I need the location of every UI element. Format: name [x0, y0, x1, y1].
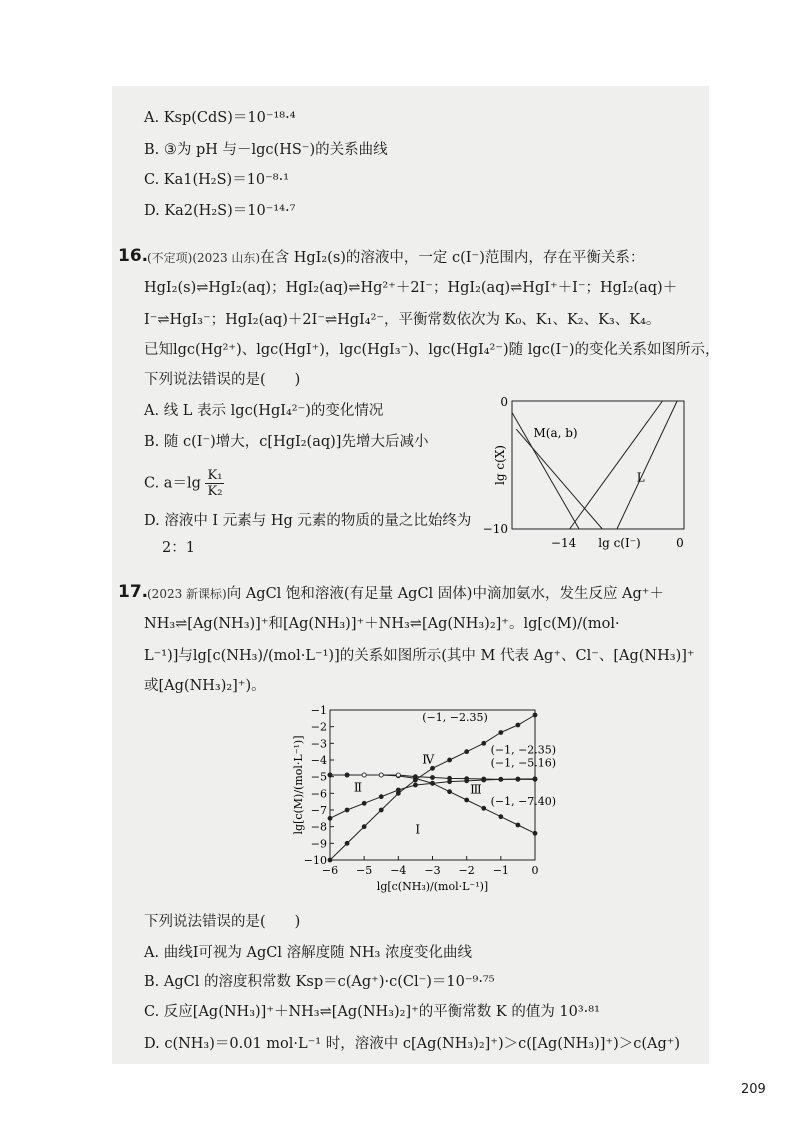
q17-curve-label-4: Ⅳ — [422, 752, 435, 767]
q17-x-tick-label: 0 — [531, 864, 539, 877]
q17-data-point — [362, 801, 366, 805]
q17-y-tick-label: −1 — [310, 704, 327, 717]
q17-data-point — [482, 777, 486, 781]
q17-data-point — [328, 773, 332, 777]
q17-data-point — [431, 781, 435, 785]
q17-data-point — [499, 815, 503, 819]
q17-option-b: B. AgCl 的溶度积常数 Ksp＝c(Ag⁺)·c(Cl⁻)＝10⁻⁹·⁷⁵ — [144, 974, 495, 990]
q15-option-a: A. Ksp(CdS)＝10⁻¹⁸·⁴ — [144, 110, 296, 126]
q16-option-a: A. 线 L 表示 lgc(HgI₄²⁻)的变化情况 — [144, 403, 384, 419]
q17-y-tick-label: −10 — [303, 854, 327, 867]
q17-y-tick-label: −8 — [310, 820, 327, 834]
q17-option-d: D. c(NH₃)＝0.01 mol·L⁻¹ 时，溶液中 c[Ag(NH₃)₂]⁺)＞c([Ag(NH₃)]⁺)＞c(Ag⁺) — [144, 1036, 681, 1052]
q17-data-point — [431, 776, 435, 780]
q17-tag: (2023 新课标) — [147, 587, 227, 601]
q16-option-c-prefix: C. a＝lg — [144, 475, 201, 492]
q17-data-point — [396, 788, 400, 792]
q17-data-point — [379, 795, 383, 799]
q17-annotation-1: (−1, −2.35) — [422, 710, 488, 724]
q16-option-c — [144, 468, 224, 499]
q17-data-point — [362, 825, 366, 829]
q17-y-tick-label: −5 — [310, 770, 327, 784]
q16-x-axis-label: lg c(I⁻) — [598, 536, 641, 550]
q17-data-point — [362, 773, 366, 777]
q16-stem-3: I⁻⇌HgI₃⁻；HgI₂(aq)＋2I⁻⇌HgI₄²⁻，平衡常数依次为 K₀、K₁、K₂、K₃、K₄。 — [144, 312, 661, 328]
q17-data-point — [516, 777, 520, 781]
q17-data-point — [482, 806, 486, 810]
q17-data-point — [345, 808, 349, 812]
q17-data-point — [379, 808, 383, 812]
q17-data-point — [328, 858, 332, 862]
q17-option-c: C. 反应[Ag(NH₃)]⁺＋NH₃⇌[Ag(NH₃)₂]⁺的平衡常数 K 的值为 10³·⁸¹ — [144, 1004, 600, 1020]
q17-x-tick-label: −6 — [321, 864, 339, 877]
q16-y-tick-top: 0 — [500, 395, 508, 409]
q16-option-d-ratio: 2：1 — [162, 540, 195, 556]
q17-stem-2: NH₃⇌[Ag(NH₃)]⁺和[Ag(NH₃)]⁺＋NH₃⇌[Ag(NH₃)₂]⁺。lg[c(M)/(mol· — [144, 616, 620, 632]
q16-stem-5: 下列说法错误的是( ) — [144, 372, 301, 388]
q16-point-label: M(a, b) — [533, 425, 578, 440]
q17-data-point — [465, 777, 469, 781]
q17-data-point — [345, 773, 349, 777]
q17-data-point — [465, 750, 469, 754]
q16-y-axis-label: lg c(X) — [493, 445, 507, 485]
q17-stem-1: 向 AgCl 饱和溶液(有足量 AgCl 固体)中滴加氨水，发生反应 Ag⁺＋ — [226, 586, 664, 602]
q17-stem-4: 或[Ag(NH₃)₂]⁺)。 — [144, 678, 266, 694]
q17-x-tick-label: −4 — [390, 864, 407, 877]
q17-x-tick-label: −5 — [356, 864, 373, 877]
q17-prompt: 下列说法错误的是( ) — [144, 914, 301, 930]
q17-chart — [292, 702, 557, 897]
q17-data-point — [516, 823, 520, 827]
q17-data-point — [465, 798, 469, 802]
q15-option-c: C. Ka1(H₂S)＝10⁻⁸·¹ — [144, 172, 290, 188]
q17-y-axis-label: lg[c(M)/(mol·L⁻¹)] — [292, 735, 305, 835]
q17-x-axis-label: lg[c(NH₃)/(mol·L⁻¹)] — [376, 880, 489, 893]
q16-series-4 — [617, 401, 677, 529]
q17-annotation-3: (−1, −5.16) — [490, 756, 557, 770]
q17-y-tick-label: −7 — [310, 804, 327, 817]
q17-data-point — [413, 783, 417, 787]
q17-data-point — [448, 790, 452, 794]
q16-stem-1: 在含 HgI₂(s)的溶液中，一定 c(I⁻)范围内，存在平衡关系： — [260, 250, 645, 266]
q16-tag: (不定项)(2023 山东) — [147, 251, 261, 265]
q17-x-tick-label: −2 — [458, 864, 475, 877]
q16-x-tick-0: 0 — [676, 536, 684, 550]
q17-data-point — [396, 773, 400, 777]
q17-y-tick-label: −6 — [310, 787, 327, 801]
q17-number: 17. — [118, 582, 149, 602]
q16-option-b: B. 随 c(I⁻)增大，c[HgI₂(aq)]先增大后减小 — [144, 434, 429, 450]
fraction-denominator: K₂ — [207, 484, 223, 499]
q17-annotation-4: (−1, −7.40) — [490, 795, 557, 808]
q17-data-point — [482, 741, 486, 745]
q17-curve-label-2: Ⅱ — [353, 780, 363, 795]
q15-option-d: D. Ka2(H₂S)＝10⁻¹⁴·⁷ — [144, 203, 296, 219]
q17-y-tick-label: −9 — [310, 837, 327, 851]
q17-curve-label-3: Ⅲ — [470, 782, 482, 797]
q17-stem-3: L⁻¹)]与lg[c(NH₃)/(mol·L⁻¹)]的关系如图所示(其中 M 代表 Ag⁺、Cl⁻、[Ag(NH₃)]⁺ — [144, 648, 695, 664]
q16-curve-label: L — [636, 470, 645, 485]
q17-data-point — [448, 776, 452, 780]
q17-x-tick-label: −3 — [424, 864, 441, 877]
q16-chart-frame — [512, 401, 684, 529]
q16-series-3 — [570, 401, 663, 529]
q15-option-b: B. ③为 pH 与－lgc(HS⁻)的关系曲线 — [144, 142, 388, 158]
q17-x-tick-label: −1 — [492, 864, 509, 877]
q17-data-point — [533, 831, 537, 835]
q16-y-tick-bottom: −10 — [482, 522, 508, 536]
q17-data-point — [431, 766, 435, 770]
q17-data-point — [379, 773, 383, 777]
q17-data-point — [328, 816, 332, 820]
q16-number: 16. — [118, 246, 149, 266]
q16-x-tick-14: −14 — [550, 536, 577, 550]
q17-y-tick-label: −4 — [310, 754, 327, 767]
q17-data-point — [413, 775, 417, 779]
q17-data-point — [516, 723, 520, 727]
q17-curve-label-1: Ⅰ — [415, 822, 421, 837]
q17-data-point — [533, 777, 537, 781]
q17-y-tick-label: −2 — [310, 720, 327, 734]
q16-stem-4: 已知lgc(Hg²⁺)、lgc(HgI⁺)，lgc(HgI₃⁻)、lgc(HgI₄²⁻)随 lgc(I⁻)的变化关系如图所示， — [144, 342, 720, 358]
q17-option-a: A. 曲线Ⅰ可视为 AgCl 溶解度随 NH₃ 浓度变化曲线 — [144, 945, 472, 961]
page-number: 209 — [741, 1082, 766, 1097]
q16-option-d: D. 溶液中 I 元素与 Hg 元素的物质的量之比始终为 — [144, 513, 472, 529]
q17-y-tick-label: −3 — [310, 737, 327, 751]
q17-data-point — [499, 731, 503, 735]
q17-data-point — [499, 777, 503, 781]
q16-chart — [482, 395, 690, 550]
q16-series-2 — [516, 429, 602, 529]
q17-data-point — [533, 713, 537, 717]
fraction-numerator: K₁ — [207, 468, 223, 483]
q16-option-c-fraction — [205, 468, 224, 499]
q17-annotation-2: (−1, −2.35) — [490, 743, 557, 757]
q17-data-point — [345, 841, 349, 845]
q16-stem-2: HgI₂(s)⇌HgI₂(aq)；HgI₂(aq)⇌Hg²⁺＋2I⁻；HgI₂(aq)⇌HgI⁺＋I⁻；HgI₂(aq)＋ — [144, 280, 678, 296]
q17-data-point — [448, 758, 452, 762]
